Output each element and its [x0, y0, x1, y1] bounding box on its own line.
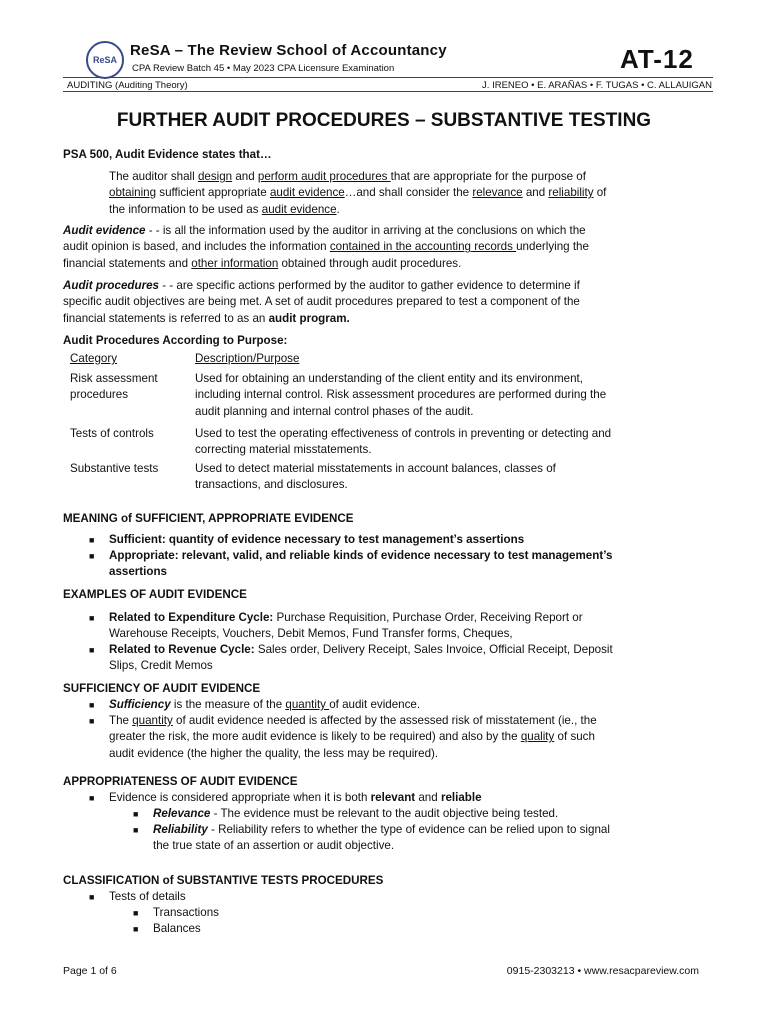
text: and [415, 791, 441, 804]
text: specific audit objectives are being met. A set of audit procedures prepared to test a component of the [63, 295, 580, 309]
term: Reliability [153, 823, 208, 836]
term: Audit procedures [63, 279, 159, 292]
text: contained in the accounting records [329, 240, 517, 254]
text: relevance [472, 186, 523, 200]
bullet-icon: ■ [133, 809, 139, 819]
text: that are appropriate for the purpose of [390, 170, 586, 183]
term: Sufficiency [109, 698, 171, 711]
text: Sales order, Delivery Receipt, Sales Invoice, Official Receipt, Deposit [254, 643, 613, 656]
bullet-icon: ■ [89, 551, 95, 561]
audit-procedures-definition [63, 278, 705, 327]
subject-label: AUDITING (Auditing Theory) [67, 80, 188, 91]
text: Purchase Requisition, Purchase Order, Receiving Report or [273, 611, 583, 624]
text: and [522, 186, 549, 200]
authors: J. IRENEO • E. ARAÑAS • F. TUGAS • C. ALLAUIGAN [482, 80, 712, 91]
sufficiency-heading: SUFFICIENCY OF AUDIT EVIDENCE [63, 682, 261, 695]
handout-code: AT-12 [620, 44, 694, 74]
footer-contact: 0915-2303213 • www.resacpareview.com [506, 965, 699, 977]
bullet-icon: ■ [89, 645, 95, 655]
text: - The evidence must be relevant to the audit objective being tested. [210, 807, 559, 820]
text: financial statements and [63, 256, 192, 270]
example-expenditure [109, 610, 705, 643]
table-row-description [195, 426, 611, 459]
bullet-icon: ■ [133, 825, 139, 835]
bullet-icon: ■ [133, 924, 139, 934]
text: of audit evidence needed is affected by the assessed risk of misstatement (ie., the [172, 714, 597, 727]
appropriateness-b1 [109, 790, 482, 806]
text: The [109, 714, 133, 727]
text: sufficient appropriate [156, 186, 270, 200]
text: - - are specific actions performed by the auditor to gather evidence to determine if [158, 279, 580, 292]
text: quality [520, 730, 555, 744]
text: Appropriate: relevant, valid, and reliable kinds of evidence necessary to test management’s [109, 549, 613, 562]
text: obtaining [109, 186, 157, 200]
text: relevant [370, 791, 416, 804]
text: . [336, 202, 340, 216]
audit-evidence-definition [63, 223, 705, 272]
page-number: Page 1 of 6 [63, 965, 117, 977]
psa-lead: PSA 500, Audit Evidence states that… [63, 148, 272, 161]
text: …and shall consider the [344, 186, 473, 200]
text: audit opinion is based, and includes the information [63, 240, 330, 254]
text: audit evidence [261, 202, 337, 216]
bullet-icon: ■ [89, 535, 95, 545]
label: Related to Expenditure Cycle: [109, 611, 274, 624]
school-name: ReSA – The Review School of Accountancy [130, 42, 447, 59]
table-row-description [195, 371, 606, 420]
text: greater the risk, the more audit evidence is likely to be required) and also by the [109, 730, 521, 744]
resa-logo [86, 41, 124, 79]
header-rule-top [63, 77, 713, 78]
text: and [232, 170, 258, 183]
text: other information [191, 256, 279, 270]
text: audit planning and internal control phases of the audit. [195, 404, 474, 418]
table-row-category [70, 371, 158, 404]
appropriateness-relevance [153, 806, 558, 822]
batch-info: CPA Review Batch 45 • May 2023 CPA Licensure Examination [132, 63, 395, 74]
text: audit program. [268, 311, 350, 325]
text: - Reliability refers to whether the type of evidence can be relied upon to signal [207, 823, 610, 836]
text: obtained through audit procedures. [278, 256, 462, 270]
psa-quote [109, 169, 705, 218]
text: audit evidence (the higher the quality, the less may be required). [109, 746, 439, 760]
example-revenue [109, 642, 705, 675]
label: Related to Revenue Cycle: [109, 643, 255, 656]
text: perform audit procedures [257, 170, 391, 183]
bullet-icon: ■ [89, 892, 95, 902]
header-rule-bottom [63, 91, 713, 92]
text: procedures [70, 388, 129, 402]
text: reliability [548, 186, 594, 200]
classification-transactions: Transactions [153, 906, 219, 919]
text: Warehouse Receipts, Vouchers, Debit Memos, Fund Transfer forms, Cheques, [109, 627, 513, 641]
text: is the measure of the [170, 698, 286, 711]
purpose-heading: Audit Procedures According to Purpose: [63, 334, 288, 347]
table-row-description [195, 461, 556, 494]
bullet-icon: ■ [89, 613, 95, 623]
appropriateness-heading: APPROPRIATENESS OF AUDIT EVIDENCE [63, 775, 298, 788]
appropriateness-reliability [153, 822, 713, 855]
text: quantity [285, 698, 330, 711]
classification-balances: Balances [153, 922, 201, 935]
examples-heading: EXAMPLES OF AUDIT EVIDENCE [63, 588, 247, 601]
text: including internal control. Risk assessment procedures are performed during the [195, 388, 607, 402]
text: of audit evidence. [329, 698, 421, 711]
meaning-appropriate [109, 548, 705, 581]
text: design [197, 170, 233, 183]
text: transactions, and disclosures. [195, 478, 348, 492]
text: Risk assessment [70, 372, 158, 385]
page-title: FURTHER AUDIT PROCEDURES – SUBSTANTIVE TESTING [116, 110, 652, 131]
text: The auditor shall [109, 170, 198, 183]
text: audit evidence [269, 186, 345, 200]
table-row-category: Tests of controls [70, 427, 154, 440]
text: of such [554, 730, 595, 744]
col-description: Description/Purpose [195, 352, 300, 365]
text: of [593, 186, 607, 200]
bullet-icon: ■ [89, 716, 95, 726]
bullet-icon: ■ [89, 700, 95, 710]
logo-text: ReSA [92, 55, 117, 65]
sufficiency-b1 [109, 697, 420, 713]
text: financial statements is referred to as an [63, 311, 269, 325]
meaning-sufficient: Sufficient: quantity of evidence necessary to test management’s assertions [109, 533, 525, 546]
text: assertions [109, 565, 167, 579]
text: reliable [440, 791, 482, 804]
text: the information to be used as [109, 202, 262, 216]
table-row-category: Substantive tests [70, 462, 159, 475]
bullet-icon: ■ [133, 908, 139, 918]
sufficiency-b2 [109, 713, 705, 762]
text: correcting material misstatements. [195, 443, 372, 457]
text: underlying the [516, 240, 589, 254]
meaning-heading: MEANING of SUFFICIENT, APPROPRIATE EVIDENCE [63, 512, 354, 525]
text: Evidence is considered appropriate when it is both [109, 791, 371, 804]
col-category: Category [70, 352, 118, 365]
term: Relevance [153, 807, 211, 820]
text: Used to test the operating effectiveness of controls in preventing or detecting and [195, 427, 612, 440]
text: Used for obtaining an understanding of the client entity and its environment, [195, 372, 583, 385]
bullet-icon: ■ [89, 793, 95, 803]
text: Slips, Credit Memos [109, 659, 213, 673]
text: - - is all the information used by the auditor in arriving at the conclusions on which the [145, 224, 586, 237]
text: quantity [132, 714, 173, 727]
term: Audit evidence [63, 224, 146, 237]
classification-heading: CLASSIFICATION of SUBSTANTIVE TESTS PROCEDURES [63, 874, 384, 887]
classification-tests-of-details: Tests of details [109, 890, 186, 903]
text: the true state of an assertion or audit objective. [153, 839, 395, 853]
psa-quote-line1 [109, 169, 586, 185]
text: Used to detect material misstatements in account balances, classes of [195, 462, 556, 475]
